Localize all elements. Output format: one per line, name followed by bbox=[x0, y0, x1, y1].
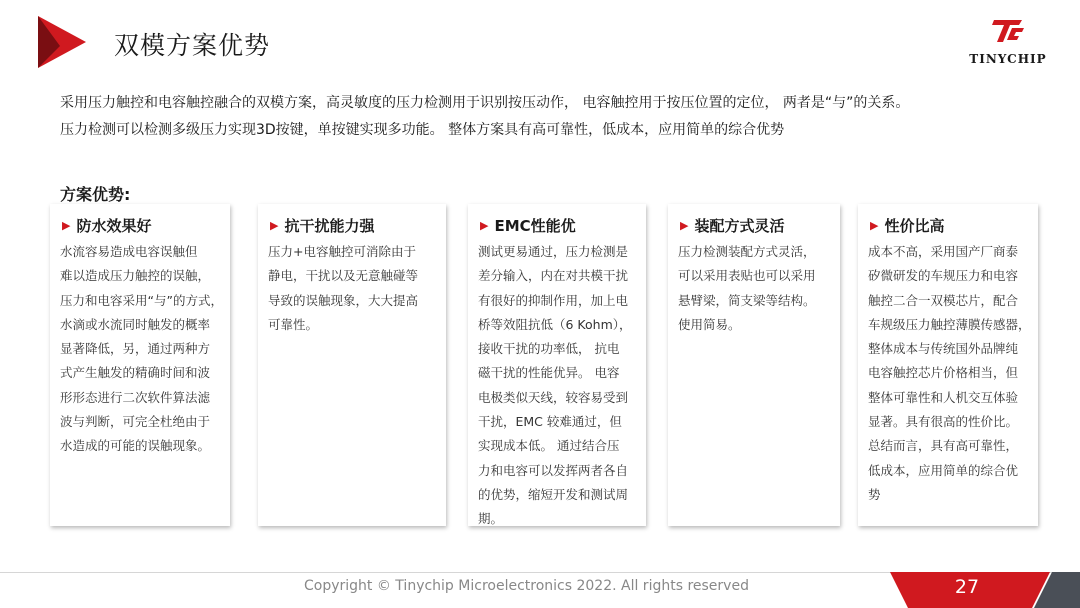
card-line: 测试更易通过，压力检测是 bbox=[478, 244, 629, 259]
footer-copyright: Copyright © Tinychip Microelectronics 2022. All rights reserved bbox=[304, 578, 749, 594]
card-line: 桥等效阻抗低（6 Kohm）， bbox=[478, 316, 632, 332]
card-line: 难以造成压力触控的误触， bbox=[60, 268, 211, 284]
card-line: 式产生触发的精确时间和波 bbox=[60, 365, 211, 381]
card-line: 期。 bbox=[478, 511, 504, 527]
card-body bbox=[678, 240, 816, 337]
advantage-card-emc bbox=[468, 204, 646, 526]
card-line: 压力和电容采用“与”的方式， bbox=[60, 292, 223, 308]
triangle-bullet-icon: ▶ bbox=[870, 218, 879, 232]
triangle-bullet-icon: ▶ bbox=[480, 218, 489, 232]
card-line: 触控二合一双模芯片，配合 bbox=[868, 292, 1019, 308]
card-line: 实现成本低。 通过结合压 bbox=[478, 438, 620, 454]
brand-name: TINYCHIP bbox=[969, 52, 1047, 66]
card-title: 防水效果好 bbox=[76, 216, 152, 235]
card-line: 电容触控芯片价格相当，但 bbox=[868, 365, 1019, 381]
card-line: 波与判断，可完全杜绝由于 bbox=[60, 414, 211, 430]
card-header bbox=[870, 214, 944, 236]
triangle-bullet-icon: ▶ bbox=[62, 218, 71, 232]
triangle-bullet-icon: ▶ bbox=[680, 218, 689, 232]
card-line: 势 bbox=[868, 486, 881, 502]
card-title: 装配方式灵活 bbox=[694, 216, 785, 235]
brand-logo bbox=[962, 16, 1054, 70]
card-title: EMC性能优 bbox=[494, 216, 576, 235]
card-line: 力和电容可以发挥两者各自 bbox=[478, 462, 629, 478]
card-body bbox=[868, 240, 1031, 507]
advantage-card-cost-effective bbox=[858, 204, 1038, 526]
logo-triangle-icon bbox=[38, 16, 86, 68]
card-line: 差分输入，内在对共模干扰 bbox=[478, 268, 629, 284]
card-line: 水流容易造成电容误触但 bbox=[60, 244, 198, 259]
card-line: 导致的误触现象，大大提高 bbox=[268, 292, 419, 308]
card-line: 总结而言，具有高可靠性， bbox=[868, 438, 1019, 454]
card-line: 形形态进行二次软件算法滤 bbox=[60, 389, 211, 405]
card-line: 水滴或水流同时触发的概率 bbox=[60, 316, 211, 332]
card-line: 显著降低，另，通过两种方 bbox=[60, 341, 211, 357]
card-line: 整体成本与传统国外品牌纯 bbox=[868, 341, 1019, 357]
card-title: 抗干扰能力强 bbox=[284, 216, 375, 235]
advantages-heading: 方案优势: bbox=[60, 185, 131, 204]
card-header bbox=[270, 214, 374, 236]
card-line: 电极类似天线，较容易受到 bbox=[478, 389, 629, 405]
card-line: 干扰，EMC 较难通过，但 bbox=[478, 414, 622, 430]
advantage-card-waterproof bbox=[50, 204, 230, 526]
card-line: 静电，干扰以及无意触碰等 bbox=[268, 268, 419, 284]
card-line: 成本不高，采用国产厂商泰 bbox=[868, 244, 1019, 259]
card-line: 悬臂梁，简支梁等结构。 bbox=[678, 292, 816, 308]
card-header bbox=[680, 214, 784, 236]
page-number: 27 bbox=[954, 576, 980, 598]
card-line: 压力+电容触控可消除由于 bbox=[268, 244, 416, 259]
card-line: 可以采用表贴也可以采用 bbox=[678, 268, 816, 284]
advantage-card-assembly bbox=[668, 204, 840, 526]
card-line: 车规级压力触控薄膜传感器， bbox=[868, 316, 1031, 332]
intro-line: 压力检测可以检测多级压力实现3D按键，单按键实现多功能。 整体方案具有高可靠性，低成本，应用简单的综合优势 bbox=[60, 122, 785, 138]
card-line: 接收干扰的功率低， 抗电 bbox=[478, 341, 620, 357]
card-line: 可靠性。 bbox=[268, 316, 319, 332]
card-line: 显著。具有很高的性价比。 bbox=[868, 414, 1019, 430]
card-header bbox=[480, 214, 576, 236]
card-header bbox=[62, 214, 151, 236]
card-line: 低成本，应用简单的综合优 bbox=[868, 462, 1019, 478]
advantage-card-anti-interference bbox=[258, 204, 446, 526]
card-line: 整体可靠性和人机交互体验 bbox=[868, 389, 1019, 405]
tinychip-logo-icon bbox=[988, 16, 1028, 46]
card-body bbox=[60, 240, 223, 459]
page-title: 双模方案优势 bbox=[114, 31, 271, 60]
intro-text bbox=[60, 90, 1050, 144]
card-line: 有很好的抑制作用，加上电 bbox=[478, 292, 629, 308]
card-body bbox=[268, 240, 418, 337]
card-line: 矽微研发的车规压力和电容 bbox=[868, 268, 1019, 284]
card-line: 使用简易。 bbox=[678, 316, 741, 332]
card-line: 压力检测装配方式灵活， bbox=[678, 244, 816, 259]
card-line: 水造成的可能的误触现象。 bbox=[60, 438, 211, 454]
card-line: 磁干扰的性能优异。 电容 bbox=[478, 365, 620, 381]
card-line: 的优势，缩短开发和测试周 bbox=[478, 486, 629, 502]
card-body bbox=[478, 240, 632, 532]
intro-line: 采用压力触控和电容触控融合的双模方案，高灵敏度的压力检测用于识别按压动作， 电容触控用于按压位置的定位， 两者是“与”的关系。 bbox=[60, 95, 910, 111]
triangle-bullet-icon: ▶ bbox=[270, 218, 279, 232]
card-title: 性价比高 bbox=[884, 216, 945, 235]
